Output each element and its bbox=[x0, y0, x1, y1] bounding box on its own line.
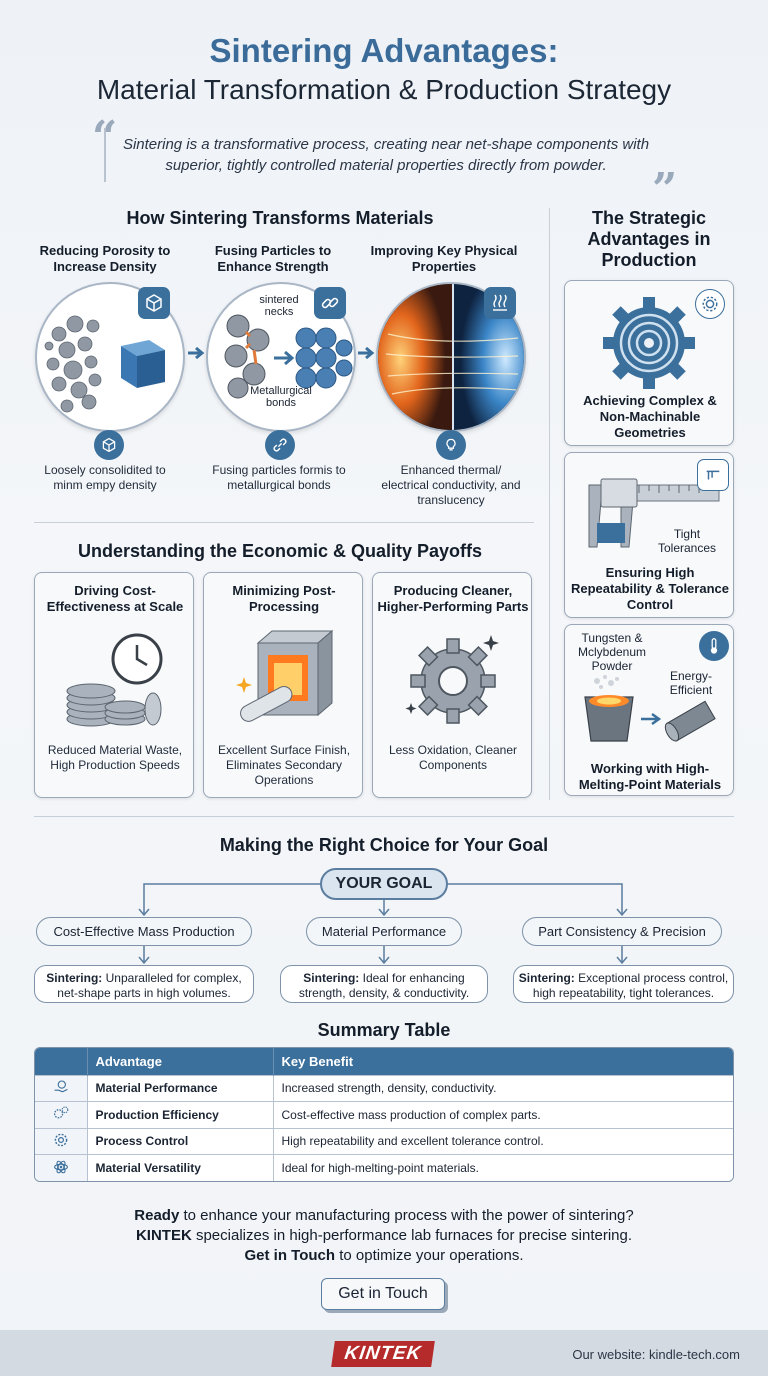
step-desc-porosity: Loosely consolidited to minm empy density bbox=[44, 463, 166, 492]
lightbulb-icon bbox=[436, 430, 466, 460]
table-cell-advantage: Production Efficiency bbox=[87, 1102, 273, 1129]
sintered-necks-label: sintered necks bbox=[259, 294, 299, 318]
economic-card-title: Minimizing Post-Processing bbox=[232, 583, 336, 614]
section-divider bbox=[34, 522, 534, 523]
transform-heading: How Sintering Transforms Materials bbox=[126, 208, 434, 228]
strategic-card-geometries bbox=[564, 280, 734, 446]
economic-card-title: Producing Cleaner, Higher-Performing Parts bbox=[377, 583, 529, 614]
economic-card-cleaner bbox=[372, 572, 532, 798]
economic-card-desc: Excellent Surface Finish, Eliminates Secondary Operations bbox=[217, 743, 351, 787]
caliper-icon bbox=[697, 459, 729, 491]
recommendation-cost bbox=[34, 965, 254, 1003]
website-label: Our website: bbox=[572, 1347, 646, 1362]
strategic-card-title: Ensuring High Repeatability & Tolerance Control bbox=[571, 565, 729, 612]
arrow-right-icon bbox=[358, 346, 376, 365]
page-subtitle: Material Transformation & Production Strategy bbox=[96, 74, 672, 105]
energy-efficient-label: Energy-Efficient bbox=[669, 669, 713, 697]
clean-gear-illustration bbox=[399, 623, 507, 733]
cube-outline-icon bbox=[94, 430, 124, 460]
section-divider bbox=[34, 816, 734, 817]
table-cell-benefit: High repeatability and excellent tolerance control. bbox=[273, 1128, 733, 1155]
table-cell-advantage: Material Versatility bbox=[87, 1155, 273, 1182]
rec-text: Unparalleled for complex, net-shape parts in high volumes. bbox=[57, 971, 242, 1000]
tight-tolerances-label: Tight Tolerances bbox=[657, 527, 717, 555]
powder-label: Tungsten & Mclybdenum Powder bbox=[577, 631, 647, 673]
column-divider bbox=[549, 208, 550, 800]
economic-heading: Understanding the Economic & Quality Payoffs bbox=[77, 541, 483, 561]
page-title: Sintering Advantages: bbox=[209, 32, 559, 69]
rec-text: Ideal for enhancing strength, density, & conductivity. bbox=[298, 971, 470, 1000]
goal-option-cost: Cost-Effective Mass Production bbox=[36, 917, 252, 946]
option-arrows bbox=[0, 946, 768, 966]
choice-heading: Making the Right Choice for Your Goal bbox=[219, 835, 549, 855]
kintek-logo[interactable]: KINTEK bbox=[331, 1341, 435, 1367]
strategic-card-title: Working with High-Melting-Point Materials bbox=[578, 761, 722, 792]
metallurgical-bonds-label: Metallurgical bonds bbox=[250, 385, 312, 409]
cube-icon bbox=[138, 287, 170, 319]
open-quote-icon: “ bbox=[92, 112, 118, 163]
benefit-column-header: Key Benefit bbox=[273, 1048, 733, 1075]
goal-option-precision: Part Consistency & Precision bbox=[522, 917, 722, 946]
close-quote-icon: ” bbox=[652, 164, 678, 215]
intro-quote: Sintering is a transformative process, creating near net-shape components with superior, tightly controlled material properties directly from powder. bbox=[104, 128, 666, 182]
website-link[interactable] bbox=[572, 1347, 740, 1362]
chain-link-icon bbox=[314, 287, 346, 319]
crucible-illustration bbox=[575, 675, 725, 745]
cta-line-1: Ready to enhance your manufacturing process with the power of sintering? bbox=[134, 1207, 634, 1224]
table-row bbox=[35, 1128, 733, 1155]
table-header-row bbox=[35, 1048, 733, 1075]
economic-card-desc: Less Oxidation, Cleaner Components bbox=[388, 743, 518, 772]
get-in-touch-button[interactable]: Get in Touch bbox=[321, 1278, 445, 1310]
step-title-properties: Improving Key Physical Properties bbox=[370, 243, 518, 274]
gear-icon bbox=[35, 1128, 87, 1155]
economic-card-postprocessing bbox=[203, 572, 363, 798]
table-cell-benefit: Ideal for high-melting-point materials. bbox=[273, 1155, 733, 1182]
rec-label: Sintering: bbox=[518, 971, 575, 985]
rec-label: Sintering: bbox=[303, 971, 360, 985]
cta-text bbox=[0, 1206, 768, 1266]
recommendation-performance bbox=[280, 965, 488, 1003]
icon-column-header bbox=[35, 1048, 87, 1075]
rec-text: Exceptional process control, high repeatability, tight tolerances. bbox=[532, 971, 729, 1000]
step-desc-properties: Enhanced thermal/ electrical conductivity, and translucency bbox=[381, 463, 521, 507]
economic-card-cost bbox=[34, 572, 194, 798]
atom-icon bbox=[35, 1155, 87, 1182]
website-url[interactable]: kindle-tech.com bbox=[648, 1347, 740, 1362]
link-icon bbox=[265, 430, 295, 460]
arrow-right-icon bbox=[188, 346, 206, 365]
economic-card-title: Driving Cost-Effectiveness at Scale bbox=[46, 583, 184, 614]
heat-waves-icon bbox=[484, 287, 516, 319]
economic-card-desc: Reduced Material Waste, High Production Speeds bbox=[47, 743, 183, 772]
step-desc-fusing: Fusing particles formis to metallurgical bonds bbox=[212, 463, 346, 492]
table-cell-benefit: Cost-effective mass production of complex parts. bbox=[273, 1102, 733, 1129]
table-row bbox=[35, 1102, 733, 1129]
strategic-card-materials bbox=[564, 624, 734, 796]
gears-icon bbox=[35, 1102, 87, 1129]
gear-icon bbox=[695, 289, 725, 319]
hand-coin-icon bbox=[35, 1075, 87, 1102]
step-title-fusing: Fusing Particles to Enhance Strength bbox=[214, 243, 332, 274]
table-cell-advantage: Material Performance bbox=[87, 1075, 273, 1102]
table-row bbox=[35, 1075, 733, 1102]
furnace-illustration bbox=[228, 623, 340, 733]
rec-label: Sintering: bbox=[46, 971, 103, 985]
cta-line-3: Get in Touch to optimize your operations. bbox=[244, 1247, 524, 1264]
table-cell-benefit: Increased strength, density, conductivity. bbox=[273, 1075, 733, 1102]
table-row bbox=[35, 1155, 733, 1182]
advantage-column-header: Advantage bbox=[87, 1048, 273, 1075]
step-title-porosity: Reducing Porosity to Increase Density bbox=[39, 243, 171, 274]
summary-table bbox=[34, 1047, 734, 1182]
strategic-heading: The Strategic Advantages in Production bbox=[587, 208, 711, 270]
coins-clock-illustration bbox=[61, 623, 171, 733]
thermometer-icon bbox=[699, 631, 729, 661]
summary-heading: Summary Table bbox=[317, 1020, 451, 1040]
goal-option-performance: Material Performance bbox=[306, 917, 462, 946]
table-cell-advantage: Process Control bbox=[87, 1128, 273, 1155]
strategic-card-tolerance bbox=[564, 452, 734, 618]
recommendation-precision bbox=[513, 965, 734, 1003]
strategic-card-title: Achieving Complex & Non-Machinable Geometries bbox=[583, 393, 717, 440]
cta-line-2: KINTEK specializes in high-performance lab furnaces for precise sintering. bbox=[135, 1227, 633, 1244]
goal-pill: YOUR GOAL bbox=[320, 868, 448, 900]
gear-maze-illustration bbox=[599, 293, 699, 393]
